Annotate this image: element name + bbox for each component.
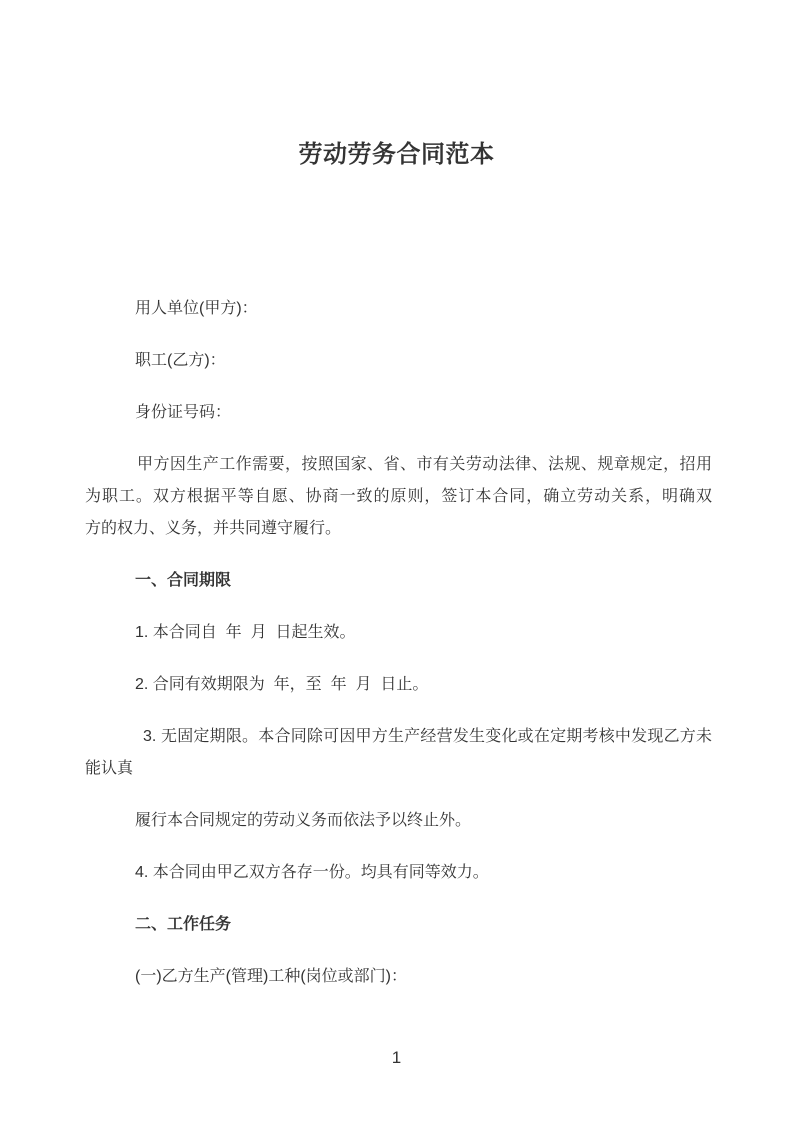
page-number: 1 xyxy=(391,1048,402,1067)
paragraph xyxy=(85,397,712,429)
text-line: 一、合同期限 xyxy=(135,572,232,589)
paragraph xyxy=(85,857,712,889)
text-line: 二、工作任务 xyxy=(135,916,232,933)
text-line: 1. 本合同自 年 月 日起生效。 xyxy=(135,624,356,641)
text-line: 3. 无固定期限。本合同除可因甲方生产经营发生变化或在定期考核中发现乙方未 xyxy=(143,728,712,745)
text-line: 能认真 xyxy=(85,760,134,777)
paragraph xyxy=(85,293,712,325)
text-line: 4. 本合同由甲乙双方各存一份。均具有同等效力。 xyxy=(135,864,489,881)
paragraph xyxy=(85,617,712,649)
paragraph xyxy=(85,345,712,377)
paragraph xyxy=(85,961,712,993)
text-line: 甲方因生产工作需要，按照国家、省、市有关劳动法律、法规、规章规定，招用 xyxy=(137,456,712,473)
text-line: 身份证号码： xyxy=(135,404,232,421)
text-line: 用人单位(甲方)： xyxy=(135,300,258,317)
text-line: 履行本合同规定的劳动义务而依法予以终止外。 xyxy=(135,812,472,829)
text-line: 2. 合同有效期限为 年，至 年 月 日止。 xyxy=(135,676,429,693)
paragraph xyxy=(85,565,712,597)
text-line: 为职工。双方根据平等自愿、协商一致的原则，签订本合同，确立劳动关系，明确双 xyxy=(85,488,712,505)
paragraph xyxy=(85,449,712,545)
paragraph xyxy=(85,669,712,701)
document-title: 劳动劳务合同范本 xyxy=(298,141,495,168)
document-body xyxy=(85,293,712,993)
paragraph xyxy=(85,909,712,941)
text-line: (一)乙方生产(管理)工种(岗位或部门)： xyxy=(135,968,407,985)
text-line: 职工(乙方)： xyxy=(135,352,226,369)
paragraph xyxy=(85,805,712,837)
text-line: 方的权力、义务，并共同遵守履行。 xyxy=(85,520,342,537)
paragraph xyxy=(85,721,712,785)
